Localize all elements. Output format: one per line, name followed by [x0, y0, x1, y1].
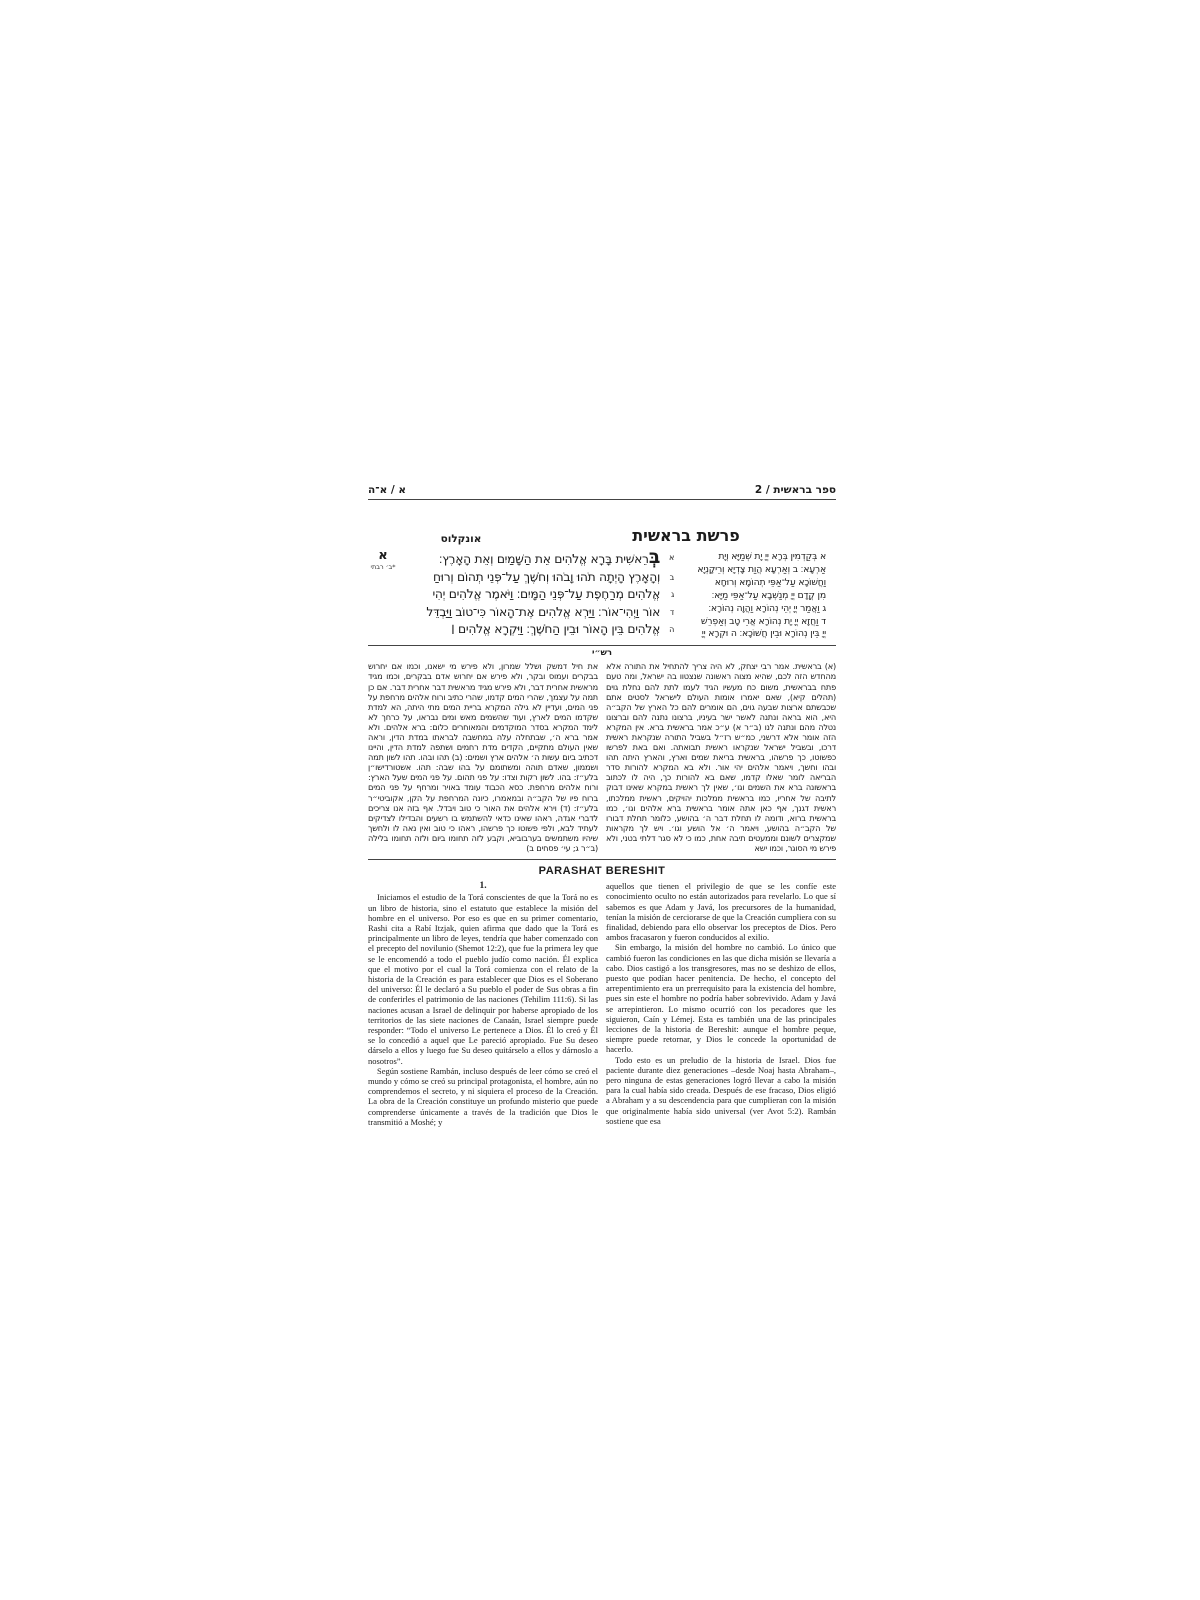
onkelos-line-3: וַחֲשׁוֹכָא עַל־אַפֵּי תְהוֹמָא וְרוּחָא — [714, 576, 826, 588]
masoretic-note: *ב׳ רבתי — [370, 563, 396, 571]
parashah-title: פרשת בראשית — [632, 526, 740, 545]
torah-line — [398, 604, 674, 622]
spanish-paragraph: Según sostiene Rambán, incluso después de leer cómo se creó el mundo y cómo se creó su principal protagonista, el hombre, aún no comprendemos el secreto, y ni siquiera el proceso de la Creación. La obra de la Creación constituye un profundo misterio que puede comprenderse únicamente a través de la tradición que Dios le transmitió a Moshé; y — [368, 1065, 598, 1127]
verse-letter: ב — [669, 572, 674, 582]
verse-letter: א — [668, 553, 674, 562]
rashi-column-left: את חיל דמשק ושלל שמרון, ולא פירש מי ישאנו, וכמו אם יחרוש בבקרים ועמוס ובקר, ולא פירש אם יחרוש אדם בבקרים, וכמו מגיד מראשית אחרית דבר, ולא פירש מגיד מראשית דבר אחרית דבר. אם כן תמה על עצמך, שהרי המים קדמו, שהרי כתיב ורוח אלהים מרחפת על פני המים, ועדיין לא גילה המקרא בריית המים מתי היתה, הא למדת שקדמו המים לארץ, ועוד שהשמים מאש ומים נבראו, על כרחך לא לימד המקרא בסדר המוקדמים והמאוחרים כלום: ברא אלהים. ולא אמר ברא ה׳, שבתחלה עלה במחשבה לבראתו במדת הדין, וראה שאין העולם מתקיים, הקדים מדת רחמים ושתפה למדת הדין, והיינו דכתיב ביום עשות ה׳ אלהים ארץ ושמים: (ב) תהו ובהו. תהו לשון תמה ושממון, שאדם תוהה ומשתומם על בהו שבה: תהו. אשטורדישו״ן בלע״ז: בהו. לשון רקות וצדו: על פני תהום. על פני המים שעל הארץ: ורוח אלהים מרחפת. כסא הכבוד עומד באויר ומרחף על פני המים ברוח פיו של הקב״ה ובמאמרו, כיונה המרחפת על הקן, אקוביטי״ר בלע״ז: (ד) וירא אלהים את האור כי טוב ויבדל. אף בזה אנו צריכים לדברי אגדה, ראהו שאינו כדאי להשתמש בו רשעים והבדילו לצדיקים לעתיד לבא, ולפי פשוטו כך פרשהו, ראהו כי טוב ואין נאה לו ולחשך שיהיו משתמשים בערבוביא, וקבע לזה תחומו ביום ולזה תחומו בלילה (ב״ר ג; עי׳ פסחים ב) — [368, 661, 598, 854]
verse-letter: ה — [669, 625, 674, 634]
torah-line-2: וְהָאָרֶץ הָיְתָה תֹהוּ וָבֹהוּ וְחֹשֶׁךְ עַל־פְּנֵי תְהוֹם וְרוּחַ — [432, 569, 660, 584]
torah-line — [398, 621, 674, 639]
chapter-marker — [368, 549, 398, 641]
spanish-column-left — [368, 881, 598, 1127]
spanish-paragraph: Iniciamos el estudio de la Torá conscientes de que la Torá no es un libro de historia, sino el estatuto que establece la misión del hombre en el universo. Por eso es que en su primer comentario, Rashi cita a Rabí Itzjak, quien afirma que dado que la Torá es principalmente un libro de leyes, tendría que haber comenzado con el precepto del novilunio (Shemot 12:2), que fue la primera ley que se le encomendó a todo el pueblo judío como nación. Él explica que el motivo por el cual la Torá comienza con el relato de la historia de la Creación es para establecer que Dios es el Soberano del universo: Él le declaró a Su pueblo el poder de Sus obras a fin de conferirles el patrimonio de las naciones (Tehilim 111:6). Si las naciones acusan a Israel de delinquir por haberse apropiado de los territorios de las siete naciones de Canaán, Israel siempre puede responder: “Todo el universo Le pertenece a Dios. Él lo creó y Él se lo concedió a aquel que Le pareció apropiado. Fue Su deseo dárselo a ellos y luego fue Su deseo quitárselo a ellos y dárnoslo a nosotros”. — [368, 892, 598, 1066]
onkelos-column — [674, 551, 826, 641]
torah-line — [398, 569, 674, 587]
commentary-divider — [368, 859, 836, 860]
torah-line — [398, 586, 674, 604]
torah-line-3: אֱלֹהִים מְרַחֶפֶת עַל־פְּנֵי הַמָּיִם׃ וַיֹּאמֶר אֱלֹהִים יְהִי — [432, 587, 660, 601]
spanish-commentary — [368, 881, 836, 1127]
onkelos-line-5: ג וַאֲמַר יְיָ יְהֵי נְהוֹרָא וַהֲוָה נְהוֹרָא׃ — [708, 602, 826, 614]
torah-onkelos-row — [368, 549, 836, 641]
chumash-page — [368, 484, 836, 1127]
rashi-column-right: (א) בראשית. אמר רבי יצחק, לא היה צריך להתחיל את התורה אלא מהחדש הזה לכם, שהיא מצוה ראשונה שנצטוו בה ישראל, ומה טעם פתח בבראשית, משום כח מעשיו הגיד לעמו לתת להם נחלת גוים (תהלים קיא), שאם יאמרו אומות העולם לישראל לסטים אתם שכבשתם ארצות שבעה גוים, הם אומרים להם כל הארץ של הקב״ה היא, הוא בראה ונתנה לאשר ישר בעיניו, ברצונו נתנה להם וברצונו נטלה מהם ונתנה לנו (ב״ר א) ע״כ אמר בראשית ברא. אין המקרא הזה אומר אלא דרשני, כמ״ש רז״ל בשביל התורה שנקראת ראשית דרכו, ובשביל ישראל שנקראו ראשית תבואתה. ואם באת לפרשו כפשוטו, כך פרשהו, בראשית בריאת שמים וארץ, והארץ היתה תהו ובהו וחשך, ויאמר אלהים יהי אור. ולא בא המקרא להורות סדר הבריאה לומר שאלו קדמו, שאם בא להורות כך, היה לו לכתוב בראשונה ברא את השמים וגו׳, שאין לך ראשית במקרא שאינו דבוק לתיבה של אחריו, כמו בראשית ממלכות יהויקים, ראשית ממלכתו, ראשית דגנך, אף כאן אתה אומר בראשית ברא אלהים וגו׳, כמו בראשית ברוא, ודומה לו תחלת דבר ה׳ בהושע, כלומר תחלת דבורו של הקב״ה בהושע, ויאמר ה׳ אל הושע וגו׳. ויש לך מקראות שמקצרים לשונם וממעטים תיבה אחת, כמו כי לא סגר דלתי בטני, ולא פירש מי הסוגר, וכמו ישא — [606, 661, 836, 854]
chapter-letter: א — [378, 548, 388, 563]
header-verse-range: א / א־ה — [368, 484, 407, 496]
torah-line-text — [398, 549, 660, 569]
torah-text-column — [398, 549, 674, 641]
onkelos-line-7: יְיָ בֵּין נְהוֹרָא וּבֵין חֲשׁוֹכָא׃ ה וּקְרָא יְיָ — [701, 628, 826, 640]
onkelos-title: אונקלוס — [440, 533, 482, 545]
spanish-paragraph: Todo esto es un preludio de la historia de Israel. Dios fue paciente durante diez generaciones –desde Noaj hasta Abraham–, pero ninguna de estas generaciones logró llevar a cabo la misión para la cual había sido creada. Después de ese fracaso, Dios eligió a Abraham y a su descendencia para que cumplieran con la misión que originalmente había sido universal (ver Avot 5:2). Rambán sostiene que esa — [606, 1054, 836, 1126]
rashi-commentary — [368, 661, 836, 853]
spanish-section-title: PARASHAT BERESHIT — [538, 865, 666, 878]
verse-letter: ג — [671, 590, 674, 599]
onkelos-line-1: א בְּקַדְמִין בְּרָא יְיָ יָת שְׁמַיָּא וְיָת — [718, 551, 826, 562]
torah-line-5: אֱלֹהִים בֵּין הָאוֹר וּבֵין הַחֹשֶׁךְ׃ וַיִּקְרָא אֱלֹהִים ׀ — [451, 622, 660, 636]
onkelos-line-2: אַרְעָא׃ ב וְאַרְעָא הֲוַת צָדְיָא וְרֵיקָנְיָא — [697, 563, 826, 575]
spanish-paragraph: aquellos que tienen el privilegio de que se les confíe este conocimiento oculto no están autorizados para revelarlo. Lo que sí sabemos es que Adam y Javá, los precursores de la humanidad, tenían la misión de cerciorarse de que la Creación cumpliera con su finalidad, debiendo para ello observar los preceptos de Dios. Pero ambos fracasaron y fueron conducidos al exilio. — [606, 881, 836, 943]
torah-line-4: אוֹר וַיְהִי־אוֹר׃ וַיַּרְא אֱלֹהִים אֶת־הָאוֹר כִּי־טוֹב וַיַּבְדֵּל — [426, 604, 660, 619]
verse-letter: ד — [669, 607, 674, 617]
section-number: 1. — [479, 881, 487, 892]
rashi-label: רש״י — [591, 648, 613, 659]
section-titles — [368, 526, 836, 545]
spanish-paragraph: Sin embargo, la misión del hombre no cambió. Lo único que cambió fueron las condiciones en las que dicha misión se llevaría a cabo. Dios castigó a los transgresores, mas no se deshizo de ellos, puesto que podían hacer penitencia. De hecho, el concepto del arrepentimiento era un prerrequisito para la existencia del hombre, pues sin este el hombre no podría haber sobrevivido. Adam y Javá se arrepintieron. Lo mismo ocurrió con los pecadores que les siguieron, Caín y Lémej. Esta es también una de las principales lecciones de la historia de Bereshit: aunque el hombre peque, siempre puede retornar, y Dios le concede la oportunidad de hacerlo. — [606, 942, 836, 1055]
large-initial-bet: בְּ — [648, 549, 660, 568]
onkelos-line-4: מִן קֳדָם יְיָ מְנַשְּׁבָא עַל־אַפֵּי מַיָּא׃ — [711, 589, 826, 601]
rashi-divider — [368, 645, 836, 646]
torah-line-1: רֵאשִׁית בָּרָא אֱלֹהִים אֵת הַשָּׁמַיִם וְאֵת הָאָרֶץ׃ — [438, 552, 649, 566]
header-book-page: 2 / ספר בראשית — [754, 484, 836, 496]
page-header — [368, 484, 836, 496]
spanish-column-right — [606, 881, 836, 1127]
header-divider — [368, 499, 836, 500]
onkelos-line-6: ד וַחֲזָא יְיָ יָת נְהוֹרָא אֲרֵי טָב וְאַפְרֵשׁ — [700, 615, 826, 627]
torah-line — [398, 549, 674, 569]
